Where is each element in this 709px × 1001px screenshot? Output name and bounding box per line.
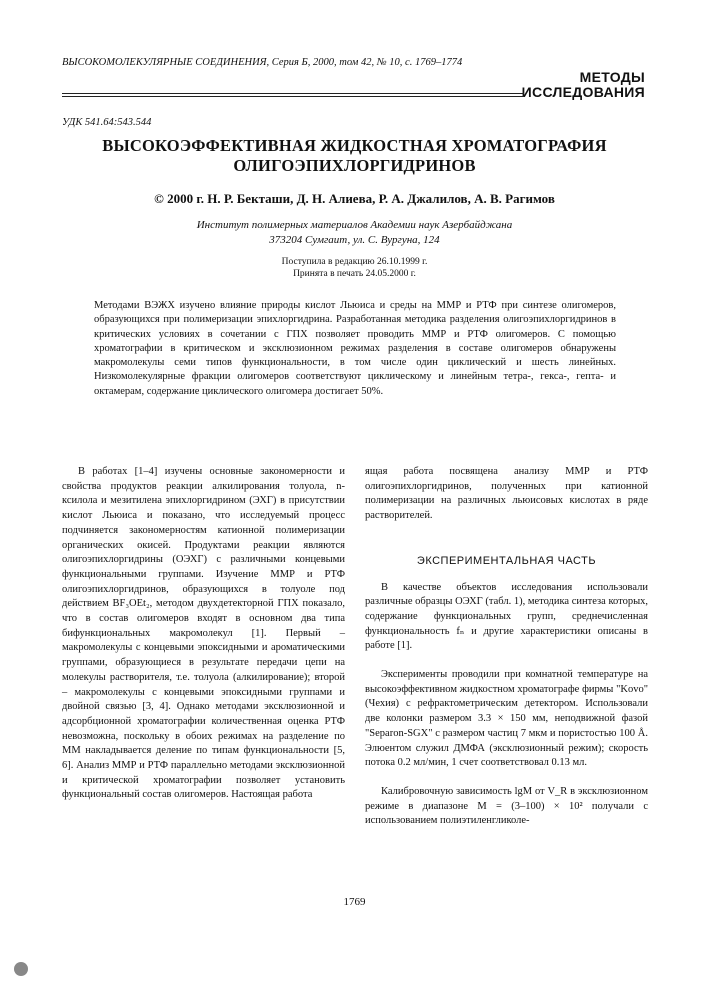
- authors: © 2000 г. Н. Р. Бекташи, Д. Н. Алиева, Р. А. Джалилов, А. В. Рагимов: [154, 191, 555, 206]
- abstract: Методами ВЭЖХ изучено влияние природы кислот Льюиса и среды на ММР и РТФ при синтезе олигомеров, образующихся при полимеризации эпихлоргидрина. Разработанная методика разделения олигоэпихлоргидринов в критических условиях в сочетании с ГПХ позволяет проводить ММР и РТФ олигомеров. С помощью хроматографии в критическом и эксклюзионном режимах разделения в составе олигомеров обнаружены макромолекулы семи типов функциональности, в том числе один циклический и шесть линейных. Низкомолекулярные фракции олигомеров соответствуют циклическому и линейным тетра-, гекса-, гепта- и октамерам, содержание циклического олигомера достигает 50%.: [94, 300, 616, 397]
- intro-paragraph: В работах [1–4] изучены основные закономерности и свойства продуктов реакции алкилирования толуола, n-ксилола и мезитилена эпихлоргидрином (ЭХГ) в присутствии кислот Льюиса и показано, что исследуемый процесс подчиняется закономерностям катионной полимеризации органических окисей. Продуктами реакции являются олигоэпихлоргидрины (ОЭХГ) с различными концевыми функциональными группами. Изучение ММР и РТФ олигоэпихлоргидринов, образующихся в толуоле под действием BF₃OEt₂, методом двухдетекторной ГПХ показало, что в состав олигомеров входят в основном два типа бифункциональных макромолекул [1]. Первый – макромолекулы с концевыми эпоксидными и ароматическими группами, образующиеся в результате передачи цепи на молекулы растворителя, т.е. толуола (алкилирование); второй – макромолекулы с концевыми эпоксидными группами и двойной связью [3, 4]. Однако методами эксклюзионной и адсорбционной хроматографии количественная оценка РТФ невозможна, поскольку в обоих режимах на разделение по ММ накладывается деление по типам функциональности [5, 6]. Анализ ММР и РТФ параллельно методами эксклюзионной и критической хроматографии позволяет установить функциональный состав олигомеров. Настоящая работа: [62, 466, 345, 801]
- right-column: [365, 465, 648, 829]
- title-line1: ВЫСОКОЭФФЕКТИВНАЯ ЖИДКОСТНАЯ ХРОМАТОГРАФИЯ: [102, 136, 607, 155]
- affiliation-line1: Институт полимерных материалов Академии наук Азербайджана: [196, 219, 513, 231]
- journal-citation: ВЫСОКОМОЛЕКУЛЯРНЫЕ СОЕДИНЕНИЯ, Серия Б, 2000, том 42, № 10, с. 1769–1774: [62, 57, 463, 68]
- title-line2: ОЛИГОЭПИХЛОРГИДРИНОВ: [233, 156, 476, 175]
- experimental-paragraph-2: Эксперименты проводили при комнатной температуре на высокоэффективном жидкостном хроматографе фирмы "Kovo" (Чехия) с рефрактометрическим детектором. Использовали две колонки размером 3.3 × 150 мм, неподвижной фазой "Separon-SGX" с размером частиц 7 мкм и пористостью 100 Å. Элюентом служил ДМФА (эксклюзионный режим); скорость потока 0.2 мл/мин, 1 счет соответствовал 0.13 мл.: [365, 669, 648, 769]
- punch-hole-mark: [14, 962, 28, 976]
- accepted-date: Принята в печать 24.05.2000 г.: [293, 269, 416, 279]
- section-label-line1: МЕТОДЫ: [579, 69, 645, 85]
- intro-continuation: ящая работа посвящена анализу ММР и РТФ олигоэпихлоргидринов, полученных при катионной полимеризации на различных льюисовых кислотах в ряде растворителей.: [365, 466, 648, 522]
- experimental-paragraph-3: Калибровочную зависимость lgM от V_R в эксклюзионном режиме в диапазоне M = (3–100) × 10² получали с использованием полиэтиленгликоле-: [365, 785, 648, 827]
- affiliation: [62, 218, 647, 248]
- left-column: [62, 465, 345, 803]
- header-rule-bottom: [62, 96, 524, 97]
- received-date: Поступила в редакцию 26.10.1999 г.: [281, 257, 428, 267]
- experimental-paragraph-1: В качестве объектов исследования использовали различные образцы ОЭХГ (табл. 1), методика синтеза которых, содержание функциональных групп, среднечисленная функциональность fₙ и другие характеристики описаны в работе [1].: [365, 581, 648, 652]
- header-rule-top: [62, 93, 524, 94]
- article-title: [62, 136, 647, 176]
- udk-code: УДК 541.64:543.544: [62, 117, 152, 128]
- section-label-line2: ИССЛЕДОВАНИЯ: [521, 84, 645, 100]
- page-number: 1769: [343, 896, 366, 908]
- dates: [62, 256, 647, 280]
- section-heading: ЭКСПЕРИМЕНТАЛЬНАЯ ЧАСТЬ: [416, 554, 597, 567]
- affiliation-line2: 373204 Сумгаит, ул. С. Вургуна, 124: [269, 234, 440, 246]
